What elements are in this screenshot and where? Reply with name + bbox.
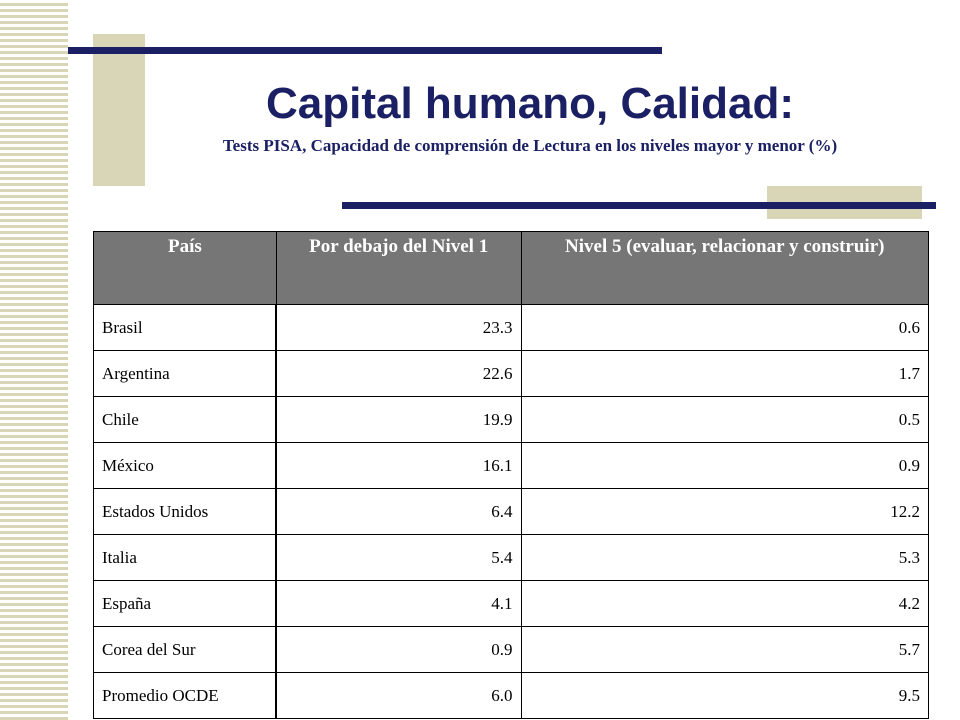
decorative-stripes bbox=[0, 0, 68, 720]
cell-level-5: 5.3 bbox=[521, 535, 928, 581]
cell-level-5: 1.7 bbox=[521, 351, 928, 397]
cell-below-level-1: 6.4 bbox=[276, 489, 521, 535]
table-row bbox=[94, 397, 929, 443]
cell-level-5: 12.2 bbox=[521, 489, 928, 535]
table-row bbox=[94, 489, 929, 535]
cell-country: Estados Unidos bbox=[94, 489, 277, 535]
cell-below-level-1: 4.1 bbox=[276, 581, 521, 627]
cell-country: Promedio OCDE bbox=[94, 673, 277, 719]
header-below-level-1: Por debajo del Nivel 1 bbox=[276, 232, 521, 305]
cell-below-level-1: 22.6 bbox=[276, 351, 521, 397]
table-header-row bbox=[94, 232, 929, 305]
pisa-reading-table bbox=[93, 231, 929, 719]
cell-below-level-1: 23.3 bbox=[276, 305, 521, 351]
decorative-block-left bbox=[93, 34, 145, 186]
cell-level-5: 0.5 bbox=[521, 397, 928, 443]
accent-bar-bottom bbox=[342, 202, 936, 209]
cell-level-5: 0.6 bbox=[521, 305, 928, 351]
cell-country: México bbox=[94, 443, 277, 489]
cell-country: Brasil bbox=[94, 305, 277, 351]
cell-country: España bbox=[94, 581, 277, 627]
table-row bbox=[94, 305, 929, 351]
cell-level-5: 4.2 bbox=[521, 581, 928, 627]
cell-country: Chile bbox=[94, 397, 277, 443]
cell-country: Corea del Sur bbox=[94, 627, 277, 673]
cell-below-level-1: 6.0 bbox=[276, 673, 521, 719]
table-row bbox=[94, 443, 929, 489]
table-row bbox=[94, 535, 929, 581]
cell-level-5: 0.9 bbox=[521, 443, 928, 489]
cell-level-5: 9.5 bbox=[521, 673, 928, 719]
header-level-5: Nivel 5 (evaluar, relacionar y construir) bbox=[521, 232, 928, 305]
cell-below-level-1: 0.9 bbox=[276, 627, 521, 673]
table-row bbox=[94, 627, 929, 673]
cell-country: Italia bbox=[94, 535, 277, 581]
table-row bbox=[94, 351, 929, 397]
cell-country: Argentina bbox=[94, 351, 277, 397]
header-country: País bbox=[94, 232, 277, 305]
cell-below-level-1: 16.1 bbox=[276, 443, 521, 489]
slide-subtitle: Tests PISA, Capacidad de comprensión de Lectura en los niveles mayor y menor (%) bbox=[222, 136, 838, 155]
cell-below-level-1: 5.4 bbox=[276, 535, 521, 581]
cell-below-level-1: 19.9 bbox=[276, 397, 521, 443]
table-row bbox=[94, 673, 929, 719]
accent-bar-top bbox=[68, 47, 662, 54]
slide-title: Capital humano, Calidad: bbox=[265, 79, 795, 128]
table-row bbox=[94, 581, 929, 627]
cell-level-5: 5.7 bbox=[521, 627, 928, 673]
